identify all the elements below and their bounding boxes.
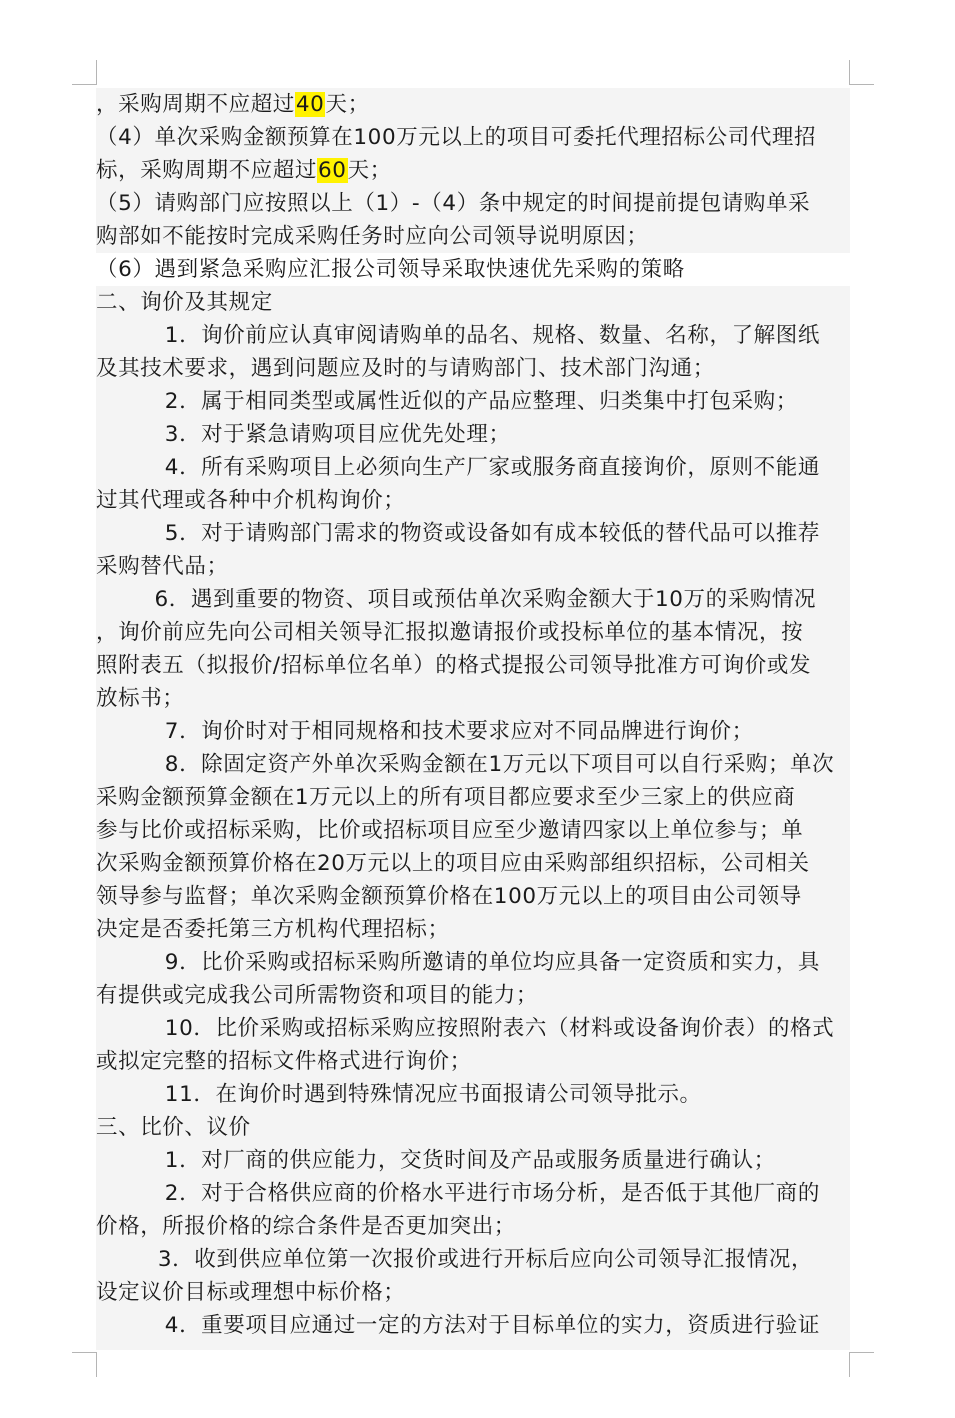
text-line xyxy=(96,913,850,946)
text-line xyxy=(96,319,850,352)
line-text: 4．重要项目应通过一定的方法对于目标单位的实力，资质进行验证 xyxy=(164,1313,820,1338)
text-line xyxy=(96,1243,850,1276)
text-line xyxy=(96,352,850,385)
line-text: 领导参与监督；单次采购金额预算价格在100万元以上的项目由公司领导 xyxy=(96,884,802,909)
line-text: （5）请购部门应按照以上（1）-（4）条中规定的时间提前提包请购单采 xyxy=(96,191,811,216)
text-line xyxy=(96,1177,850,1210)
line-text: 10．比价采购或招标采购应按照附表六（材料或设备询价表）的格式 xyxy=(164,1016,835,1041)
text-line xyxy=(96,1144,850,1177)
line-text: 1．询价前应认真审阅请购单的品名、规格、数量、名称，了解图纸 xyxy=(164,323,820,348)
text-line xyxy=(96,880,850,913)
text-line xyxy=(96,946,850,979)
line-text: 购部如不能按时完成采购任务时应向公司领导说明原因； xyxy=(96,224,649,249)
text-line xyxy=(96,979,850,1012)
text-line xyxy=(96,484,850,517)
line-text: 三、比价、议价 xyxy=(96,1115,251,1140)
text-line xyxy=(96,550,850,583)
text-line xyxy=(96,814,850,847)
highlighted-number: 60 xyxy=(318,158,347,183)
crop-mark-top-right xyxy=(849,60,874,85)
highlighted-number: 40 xyxy=(295,92,325,117)
line-text: 6．遇到重要的物资、项目或预估单次采购金额大于10万的采购情况 xyxy=(154,587,817,612)
text-line xyxy=(96,715,850,748)
text-line xyxy=(96,517,850,550)
line-text: 放标书； xyxy=(96,686,185,711)
text-line xyxy=(96,616,850,649)
line-text: 8．除固定资产外单次采购金额在1万元以下项目可以自行采购；单次 xyxy=(164,752,835,777)
line-text: 2．对于合格供应商的价格水平进行市场分析，是否低于其他厂商的 xyxy=(164,1181,820,1206)
line-text: 5．对于请购部门需求的物资或设备如有成本较低的替代品可以推荐 xyxy=(164,521,820,546)
line-text-after: 天； xyxy=(325,92,370,117)
line-text: 或拟定完整的招标文件格式进行询价； xyxy=(96,1049,472,1074)
text-line xyxy=(96,583,850,616)
text-line xyxy=(96,847,850,880)
text-line xyxy=(96,748,850,781)
text-line xyxy=(96,1210,850,1243)
text-line xyxy=(96,1309,850,1342)
text-line xyxy=(96,682,850,715)
line-text: 采购金额预算金额在1万元以上的所有项目都应要求至少三家上的供应商 xyxy=(96,785,796,810)
text-line xyxy=(96,1045,850,1078)
line-text: 价格，所报价格的综合条件是否更加突出； xyxy=(96,1214,516,1239)
line-text: ，采购周期不应超过 xyxy=(96,92,295,117)
text-line xyxy=(96,649,850,682)
line-text: 3．收到供应单位第一次报价或进行开标后应向公司领导汇报情况， xyxy=(157,1247,814,1272)
text-line xyxy=(96,1111,850,1144)
line-text: 设定议价目标或理想中标价格； xyxy=(96,1280,406,1305)
crop-mark-bottom-right xyxy=(849,1352,874,1377)
text-line xyxy=(96,253,850,286)
line-text: 1．对厂商的供应能力，交货时间及产品或服务质量进行确认； xyxy=(164,1148,776,1173)
line-text: 次采购金额预算价格在20万元以上的项目应由采购部组织招标，公司相关 xyxy=(96,851,810,876)
line-text: 参与比价或招标采购，比价或招标项目应至少邀请四家以上单位参与；单 xyxy=(96,818,804,843)
text-line xyxy=(96,1012,850,1045)
text-line xyxy=(96,286,850,319)
text-line xyxy=(96,88,850,121)
line-text: 标，采购周期不应超过 xyxy=(96,158,318,183)
line-text-after: 天； xyxy=(347,158,392,183)
document-body xyxy=(96,88,850,1350)
crop-mark-top-left xyxy=(72,60,97,85)
text-line xyxy=(96,220,850,253)
line-text: 及其技术要求，遇到问题应及时的与请购部门、技术部门沟通； xyxy=(96,356,715,381)
text-line xyxy=(96,1078,850,1111)
line-text: （4）单次采购金额预算在100万元以上的项目可委托代理招标公司代理招 xyxy=(96,125,817,150)
line-text: 9．比价采购或招标采购所邀请的单位均应具备一定资质和实力，具 xyxy=(164,950,820,975)
line-text: （6）遇到紧急采购应汇报公司领导采取快速优先采购的策略 xyxy=(96,257,685,282)
text-line xyxy=(96,1276,850,1309)
line-text: ，询价前应先向公司相关领导汇报拟邀请报价或投标单位的基本情况，按 xyxy=(96,620,804,645)
line-text: 照附表五（拟报价/招标单位名单）的格式提报公司领导批准方可询价或发 xyxy=(96,653,812,678)
text-line xyxy=(96,187,850,220)
text-line xyxy=(96,781,850,814)
line-text: 有提供或完成我公司所需物资和项目的能力； xyxy=(96,983,539,1008)
line-text: 决定是否委托第三方机构代理招标； xyxy=(96,917,450,942)
line-text: 过其代理或各种中介机构询价； xyxy=(96,488,406,513)
line-text: 2．属于相同类型或属性近似的产品应整理、归类集中打包采购； xyxy=(164,389,798,414)
text-line xyxy=(96,418,850,451)
line-text: 3．对于紧急请购项目应优先处理； xyxy=(164,422,511,447)
line-text: 7．询价时对于相同规格和技术要求应对不同品牌进行询价； xyxy=(164,719,754,744)
text-line xyxy=(96,385,850,418)
line-text: 二、询价及其规定 xyxy=(96,290,273,315)
crop-mark-bottom-left xyxy=(72,1352,97,1377)
text-line xyxy=(96,451,850,484)
line-text: 11．在询价时遇到特殊情况应书面报请公司领导批示。 xyxy=(164,1082,702,1107)
line-text: 4．所有采购项目上必须向生产厂家或服务商直接询价，原则不能通 xyxy=(164,455,820,480)
text-line xyxy=(96,154,850,187)
line-text: 采购替代品； xyxy=(96,554,229,579)
text-line xyxy=(96,121,850,154)
